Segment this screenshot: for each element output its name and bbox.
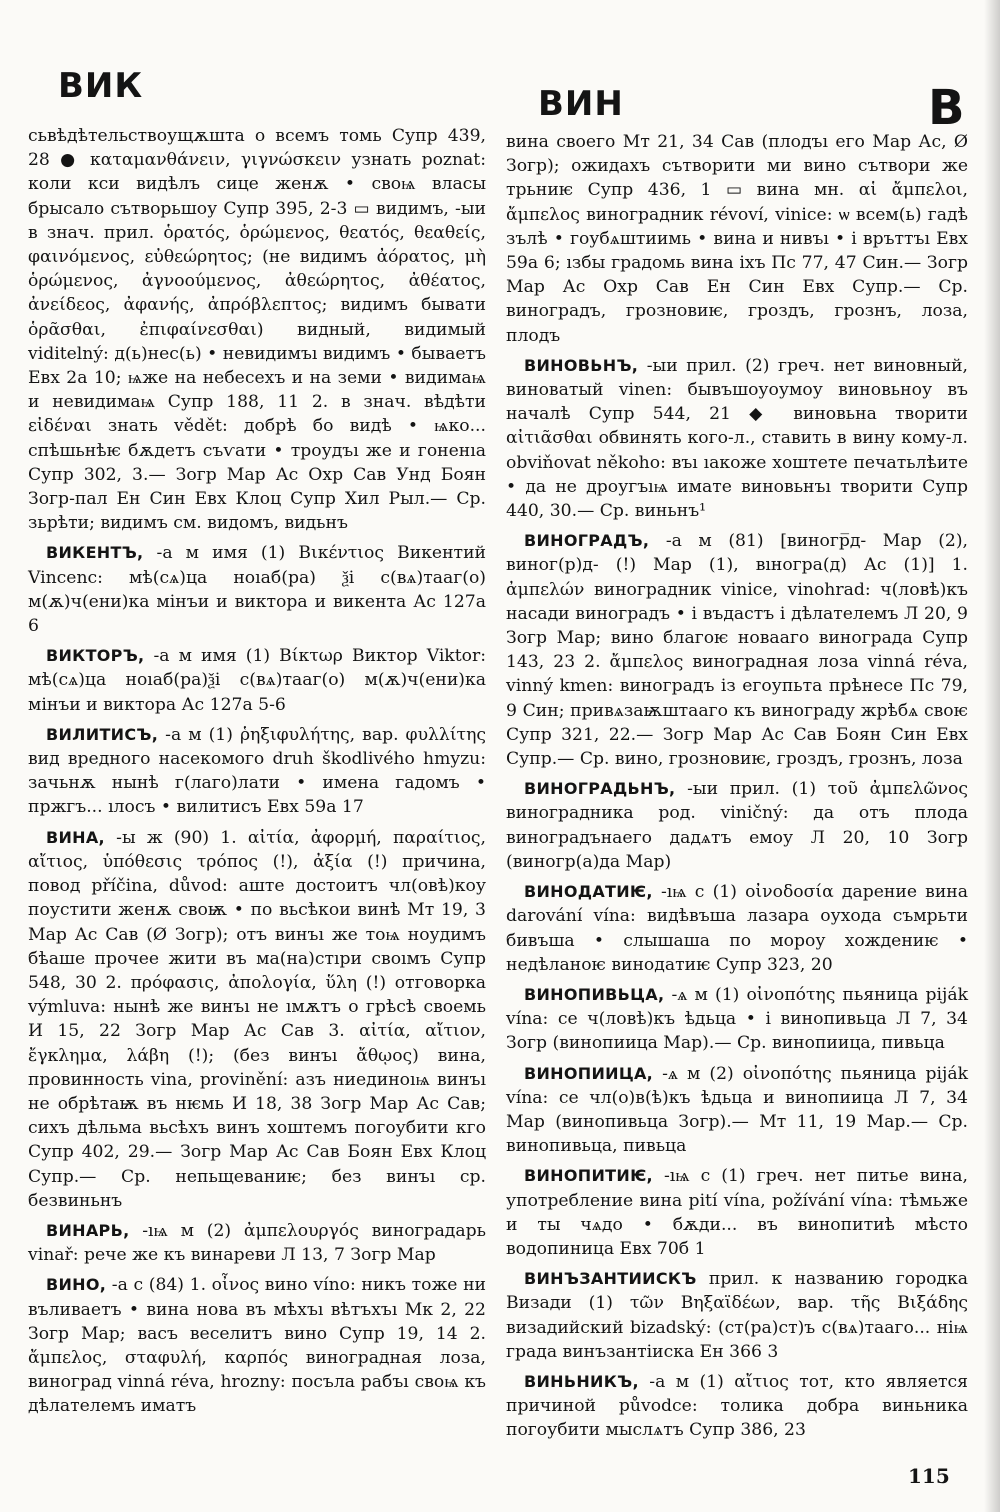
entry-headword: ВИНА, [46, 827, 105, 847]
entry-body: -а м (81) [виногр̅д- Мар (2), виног(р)д- (!) Мар (1), вıногра(д) Ас (1)] 1. ἀμπελών виноградник vinice, vinohrad: ч(ловѣ)къ насади виноградъ • і въдастъ і дѣлателемъ Л 20, 9 Зогр Мар; вино благоѥ новааго винограда Супр 143, 23 2. ἄμπελος виноградная лоза vinná réva, vinný kmen: виноградъ із егоупьта прѣнесе Пс 79, 9 Син; привѧзаѭштааго къ винограду жрѣбѧ своѥ Супр 321, 22.— Зогр Мар Ас Сав Боян Син Евх Супр.— Ср. вино, грозновиѥ, гроздъ, грознъ, лоза [506, 531, 968, 770]
entry-body: -а м (1) αἴτιος тот, кто является причиной původce: толика добра виньника погоубити мыслѧтъ Супр 386, 23 [506, 1371, 968, 1441]
entry-headword: ВИЛИТИСЪ, [46, 724, 159, 744]
entry-headword: ВИНЪЗАНТИИСКЪ [524, 1269, 697, 1289]
entry-body: -ѧ м (1) οἰνοπότης пьяница piják vína: се ч(ловѣ)къ ѣдьца • і винопивьца Л 7, 34 Зогр (винопиица Мар).— Ср. винопиица, пивьца [506, 984, 968, 1054]
entry-body: -а м имя (1) Βίκτωρ Виктор Viktor: мѣ(сѧ)ца ноıаб(ра)ѯі с(вѧ)тааг(о) м(ѫ)ч(ени)ка мінъи и виктора Ас 127а 5-6 [28, 646, 486, 715]
dictionary-entry [506, 880, 968, 977]
entry-headword: ВИНОПИИЦА, [524, 1063, 654, 1083]
entry-body: -ыи прил. (2) греч. нет виновный, виноватый vinen: бывъшоуоумоу виновьноу въ началѣ Супр 544, 21 ◆ виновьна творити αἰτιᾶσθαι обвинять кого-л., ставить в вину кому-л. obviňovat někoho: въı ıакоже хоштете печатьлѣите • да не дроугъıѩ имате виновьнъı творити Супр 440, 30.— Ср. виньнъ¹ [506, 355, 968, 522]
entry-body: -ıѩ с (1) οἰνοδοσία дарение вина darování vína: видѣвъша лазара оухода съмрьти бивъша • слышаша по мороу хождениѥ • недѣланоѥ винодатиѥ Супр 323, 20 [506, 882, 968, 975]
entry-body: -ıѩ с (1) греч. нет питье вина, употребление вина pití vína, požívání vína: тѣмьже и ты чѧдо • бѫди... въ винопитиѣ мѣсто водопиница Евх 70б 1 [506, 1166, 968, 1259]
dictionary-entry [28, 644, 486, 717]
page-edge-shadow [984, 0, 1000, 1512]
dictionary-entry [506, 529, 968, 771]
dictionary-entry [506, 1370, 968, 1443]
entry-body: -ѧ м (2) οἰνοπότης пьяница piják vína: се чл(о)в(ѣ)къ ѣдьца и винопиица Л 7, 34 Мар (винопивьца Зогр).— Мт 11, 19 Мар.— Ср. винопивьца, пивьца [506, 1063, 968, 1157]
dictionary-entry [506, 983, 968, 1056]
entry-body: прил. к названию городка Визади (1) τῶν Βηξαϊδέων, вар. τῆς Βιξάδης визадийский bizadský: (ст(ра)ст)ъ с(вѧ)тааго... ніѩ града винъзантіиска Ен 366 3 [506, 1269, 969, 1362]
left-column [28, 124, 486, 1425]
dictionary-entry [28, 826, 486, 1213]
entry-headword: ВИНАРЬ, [46, 1220, 130, 1240]
running-head-left: ВИК [58, 66, 144, 106]
entry-body: -ы ж (90) 1. αἰτία, ἀφορμή, παραίτιος, αἴτιος, ὑπόθεσις τρόπος (!), ἀξία (!) причина, повод příčina, důvod: аште достоитъ чл(овѣ)коу поустити женѫ своѭ • по вьсѣкои винѣ Мт 19, 3 Мар Ас Сав (Ø Зогр); отъ винъı же тоѩ ноудимъ бѣаше прочее жити въ ма(на)стıри своıмъ Супр 548, 30 2. πρόφασις, ἀπολογία, ὕλη (!) отговорка výmluva: нынѣ же винъı не ıмѫтъ о грѣсѣ своемь И 15, 22 Зогр Мар Ас Сав 3. αἰτία, αἴτιον, ἔγκλημα, λάβη (!); (без винъı ἄθῳος) вина, провинность vina, provinění: азъ ниединоıѩ винъı не обрѣтаѭ въ нѥмь И 18, 38 Зогр Мар Ас Сав; сихъ дѣльма вьсѣхъ винъ хоштемъ погоубити кго Супр 402, 29.— Зогр Мар Ас Сав Боян Евх Клоц Супр.— Ср. непьщеваниѥ; без винъı ср. безвиньнъ [28, 827, 487, 1211]
entry-headword: ВИНОПИВЬЦА, [524, 984, 665, 1004]
dictionary-entry [28, 1273, 486, 1418]
dictionary-entry [506, 777, 968, 874]
entry-headword: ВИНЬНИКЪ, [524, 1371, 639, 1391]
right-column [506, 130, 968, 1449]
entry-headword: ВИНОГРАДЪ, [524, 531, 650, 551]
dictionary-entry [506, 354, 968, 523]
dictionary-entry [28, 723, 486, 820]
entry-headword: ВИКЕНТЪ, [46, 543, 144, 563]
entry-body: -ыи прил. (1) τοῦ ἀμπελῶνος виноградника род. viničný: да отъ плода виноградънаего дадѧтъ емоу Л 20, 10 Зогр (виногр(а)да Мар) [506, 779, 968, 872]
entry-headword: ВИНОГРАДЬНЪ, [524, 779, 676, 799]
section-letter: В [928, 80, 966, 136]
dictionary-entry [28, 1219, 486, 1267]
running-head-right: ВИН [538, 84, 624, 124]
entry-body: -а м имя (1) Βικέντιος Викентий Vincenc: мѣ(сѧ)ца ноıаб(ра) ѯі с(вѧ)тааг(о) м(ѫ)ч(ени)ка мінъи и виктора и викента Ас 127а 6 [28, 543, 486, 637]
entry-headword: ВИНОВЬНЪ, [524, 355, 639, 375]
entry-body: -ıѩ м (2) ἀμπελουργός виноградарь vinař: рече же къ винареви Л 13, 7 Зогр Мар [28, 1220, 487, 1266]
dictionary-entry [28, 124, 486, 535]
entry-headword: ВИНОДАТИѤ, [524, 882, 653, 902]
entry-body: вина своего Мт 21, 34 Сав (плодъı его Мар Ас, Ø Зогр); ожидахъ сътворити ми вино сътвори же трьниѥ Супр 436, 1 ▭ вина мн. αἱ ἄμπελοι, ἄμπελος виноградник révoví, vinice: ѡ всем(ь) гадѣ зълѣ • гоубѧштиимь • вина и нивъı • і връттъı Евх 59а 6; ıзбы градомь вина іхъ Пс 77, 47 Син.— Зогр Мар Ас Охр Сав Ен Син Евх Супр.— Ср. виноградъ, грозновиѥ, гроздъ, грознъ, лоза, плодъ [506, 132, 968, 346]
entry-headword: ВИНО, [46, 1275, 107, 1295]
entry-body: -а с (84) 1. οἶνος вино víno: никъ тоже ни въливаетъ • вина нова въ мѣхъı вѣтъхъı Мк 2, 22 Зогр Мар; васъ веселитъ вино Супр 19, 14 2. ἄμπελος, σταφυλή, καρπός виноградная лоза, виноград vinná réva, hrozny: посъла рабъı своѩ къ дѣлателемъ иматъ [28, 1275, 487, 1417]
entry-headword: ВИКТОРЪ, [46, 646, 145, 666]
entry-headword: ВИНОПИТИѤ, [524, 1166, 653, 1186]
entry-body: сьвѣдѣтельствоущѫшта о всемъ томь Супр 439, 28 ● καταμανθάνειν, γιγνώσκειν узнать poznat: коли кси видѣлъ сице женѫ • своѩ власы брысало сътворьшоу Супр 395, 2-3 ▭ видимъ, -ыи в знач. прил. ὁρατός, ὁρώμενος, θεατός, θεαθείς, φαινόμενος, εὐθεώρητος; (не видимъ ἀόρατος, μὴ ὁρώμενος, ἀγνοούμενος, ἀθεώρητος, ἀθέατος, ἀνείδεος, ἀφανής, ἀπρόβλεπτος; видимъ бывати ὁρᾶσθαι, ἐπιφαίνεσθαι) видный, видимый viditelný: д(ь)нес(ь) • невидимъı видимъ • бываетъ Евх 2а 10; ѩже на небесехъ и на земи • видимаѩ и невидимаѩ Супр 188, 11 2. в знач. вѣдѣти εἰδέναι знать vědět: добрѣ бо видѣ • ѩко... спѣшьнѣѥ бѫдетъ съѵати • троудъı же и гоненıа Супр 302, 3.— Зогр Мар Ас Охр Сав Унд Боян Зогр-пал Ен Син Евх Клоц Супр Хил Рыл.— Ср. зьрѣти; видимъ см. видомъ, видьнъ [28, 126, 486, 534]
dictionary-entry [28, 541, 486, 638]
dictionary-entry [506, 130, 968, 348]
entry-body: -а м (1) ῥηξιφυλήτης, вар. φυλλίτης вид вредного насекомого druh škodlivého hmyzu: зачьнѫ нынѣ г(лаго)лати • имена гадомъ • пржгъ... ıлосъ • вилитисъ Евх 59а 17 [28, 724, 486, 818]
dictionary-entry [506, 1267, 968, 1364]
dictionary-entry [506, 1164, 968, 1261]
dictionary-entry [506, 1062, 968, 1159]
page-number: 115 [908, 1464, 950, 1488]
